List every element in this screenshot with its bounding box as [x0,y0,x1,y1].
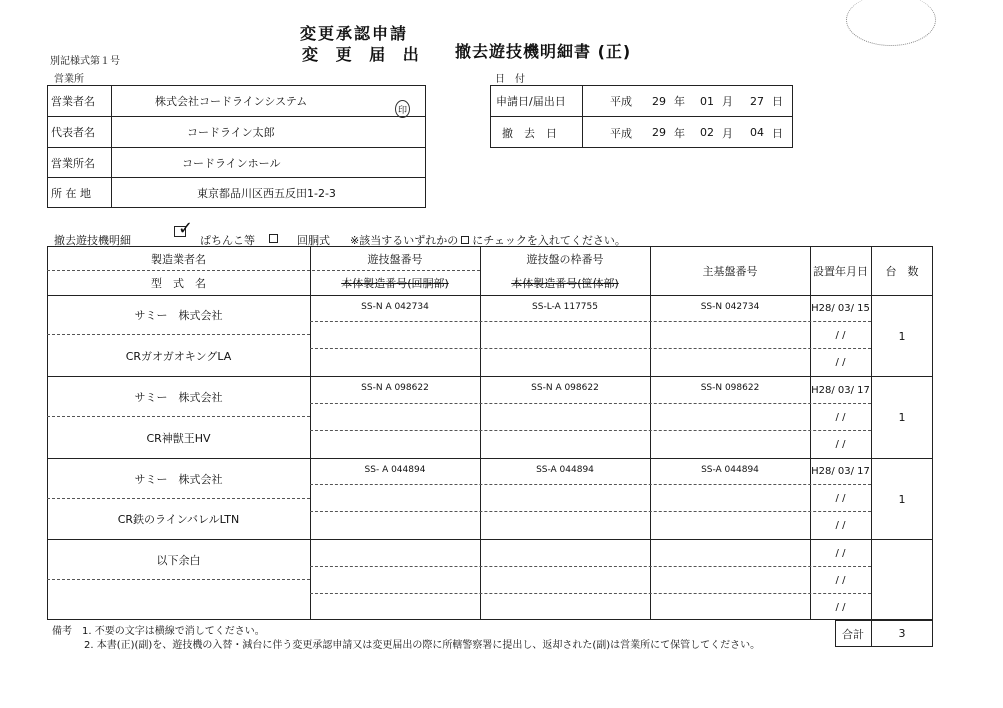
table-row-count: 1 [898,411,906,424]
table-row-date: H28/ 03/ 15 [811,303,870,314]
label-office-name: 営業所名 [51,156,95,170]
address: 東京都品川区西五反田1-2-3 [197,187,336,200]
col-main-board: 主基盤番号 [702,265,758,278]
table-row-count: 1 [898,492,906,506]
rem-day-unit: 日 [772,126,783,140]
table-row-maker: サミー 株式会社 [134,390,223,404]
col-install-date: 設置年月日 [813,265,868,278]
app-day: 27 [750,94,764,108]
checkmark-icon: ✓ [178,218,194,239]
rem-month-unit: 月 [722,126,733,140]
table-row-date: / / [835,574,846,586]
rem-month: 02 [700,126,714,139]
page-title: 撤去遊技機明細書 (正) [455,42,632,61]
option-pachinko: ぱちんこ等 [200,234,255,247]
table-row-date: H28/ 03/ 17 [811,466,870,477]
col-model: 型 式 名 [151,277,206,290]
rem-year: 29 [652,126,666,139]
table-row-date: / / [835,357,846,368]
remark-2: 2. 本書(正)(副)を、遊技機の入替・減台に伴う変更承認申請又は変更届出の際に所轄警察署に提出し、返却された(副)は営業所にて保管してください。 [84,640,761,651]
office-name: コードラインホール [182,156,281,170]
table-row-date: / / [835,547,846,559]
table-row-maker: 以下余白 [156,553,201,567]
stamp-mark [846,0,936,46]
detail-label: 撤去遊技機明細 [54,234,131,247]
col-board-sub: 本体製造番号(回胴部) [341,277,449,290]
title-approval: 変更承認申請 [300,24,409,43]
table-row-main: SS-N 042734 [700,302,760,312]
table-row-model: CR神獣王HV [146,431,211,445]
table-row-maker: サミー 株式会社 [134,472,223,486]
app-era: 平成 [610,95,632,108]
operator-name: 株式会社コードラインシステム [155,95,308,108]
table-row-model: CRガオガオキングLA [125,349,232,363]
table-row-model [47,580,310,620]
label-address: 所 在 地 [51,187,91,200]
table-row-date: / / [835,439,846,450]
col-count: 台 数 [885,265,919,278]
label-removal-date: 撤 去 日 [502,126,557,140]
app-year: 29 [652,94,666,108]
app-day-unit: 日 [772,95,783,108]
check-note: ※該当するいずれかの にチェックを入れてください。 [350,234,626,247]
table-row-date: / / [835,411,846,423]
office-section-label: 営業所 [54,74,84,85]
total-label: 合計 [842,627,864,641]
app-month-unit: 月 [722,95,733,108]
table-row-frame: SS-A 044894 [536,465,594,475]
table-row-date: / / [835,601,846,613]
label-operator-name: 営業者名 [51,95,95,108]
title-notification: 変 更 届 出 [302,45,425,64]
slot-checkbox[interactable] [269,234,278,243]
table-row-date: / / [835,329,846,341]
table-row-date: / / [835,492,846,504]
option-slot: 回胴式 [297,234,330,247]
table-row-frame: SS-L-A 117755 [532,302,598,312]
representative-name: コードライン太郎 [187,126,275,139]
table-row-date: H28/ 03/ 17 [811,384,870,396]
app-month: 01 [700,94,714,108]
rem-day: 04 [750,126,764,139]
table-row-board: SS-N A 098622 [361,383,429,393]
table-row-board: SS- A 044894 [364,465,426,475]
col-maker: 製造業者名 [151,252,206,266]
table-row-frame: SS-N A 098622 [531,383,599,393]
table-row-model: CR鉄のラインバレルLTN [117,513,240,526]
col-board-no: 遊技盤番号 [367,252,423,266]
total-value: 3 [898,627,906,640]
rem-era: 平成 [610,126,632,140]
label-application-date: 申請日/届出日 [496,95,566,108]
col-frame-sub: 本体製造番号(筐体部) [511,277,619,290]
col-frame-no: 遊技盤の枠番号 [526,252,604,266]
table-row-date: / / [835,520,846,531]
table-row-maker: サミー 株式会社 [134,309,223,322]
table-row-main: SS-N 098622 [700,383,760,393]
remark-1: 備考 1. 不要の文字は横線で消してください。 [52,626,265,637]
seal-mark: 印 [395,100,410,118]
table-row-count: 1 [898,329,906,343]
form-number: 別記様式第１号 [50,56,120,67]
table-row-main: SS-A 044894 [701,465,759,475]
app-year-unit: 年 [674,95,685,108]
rem-year-unit: 年 [674,126,685,140]
date-section-label: 日 付 [495,74,525,85]
label-representative: 代表者名 [51,126,95,139]
table-row-board: SS-N A 042734 [361,302,429,312]
